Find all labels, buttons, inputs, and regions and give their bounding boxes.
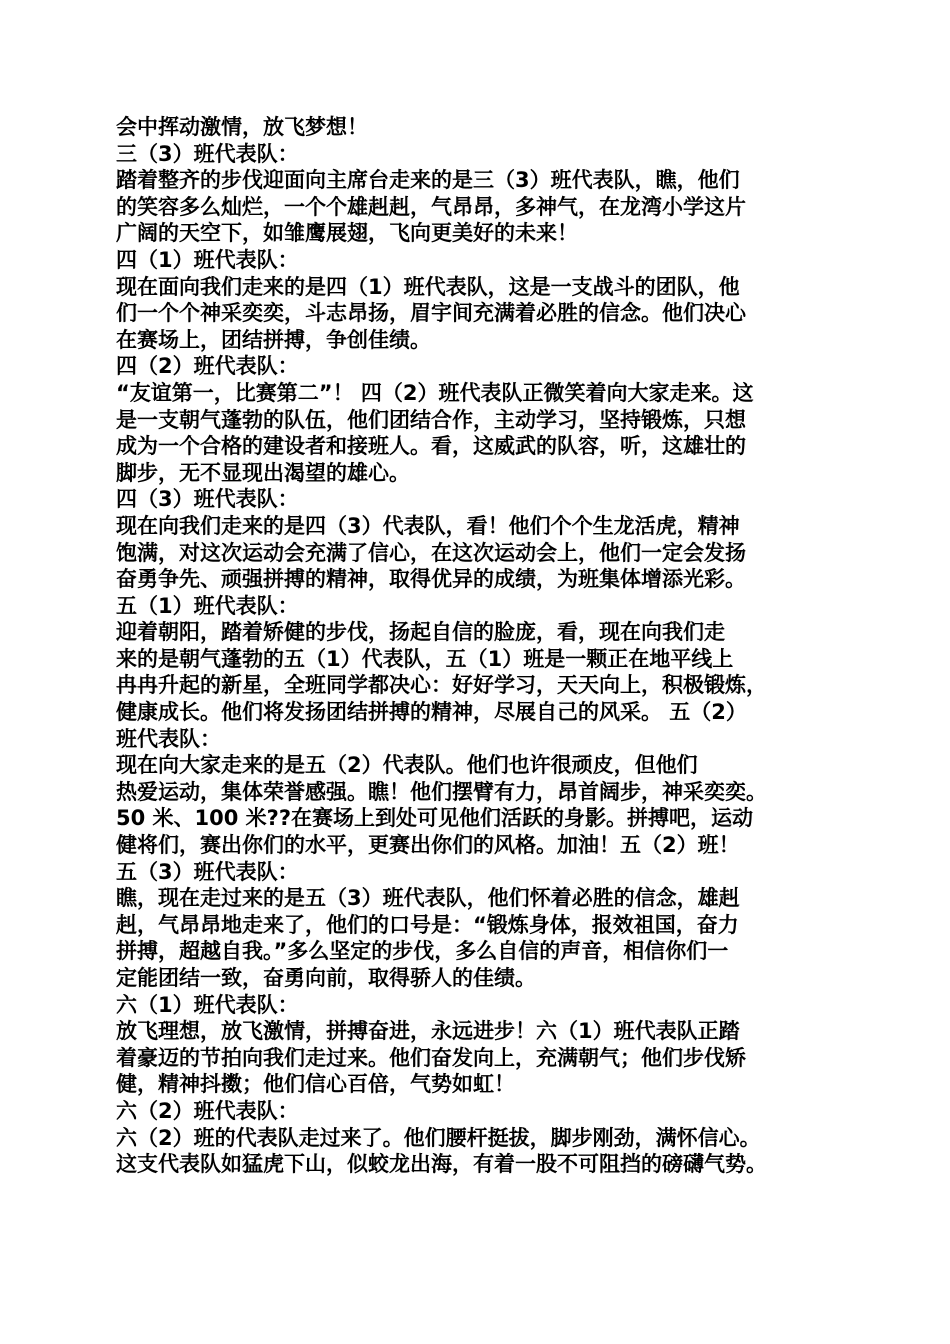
text-line: 现在向我们走来的是四（3）代表队，看！他们个个生龙活虎，精神 [116,513,740,538]
text-line: 定能团结一致，奋勇向前，取得骄人的佳绩。 [116,966,536,990]
text-line: 瞧，现在走过来的是五（3）班代表队，他们怀着必胜的信念，雄赳 [116,886,740,911]
text-line: 会中挥动激情，放飞梦想！ [116,115,368,139]
document-page [116,114,846,1178]
section-heading: 五（3）班代表队： [116,859,299,884]
text-line: 来的是朝气蓬勃的五（1）代表队，五（1）班是一颗正在地平线上 [116,646,734,671]
text-line: 是一支朝气蓬勃的队伍，他们团结合作，主动学习，坚持锻炼，只想 [116,407,746,432]
text-line: 在赛场上，团结拼搏，争创佳绩。 [116,327,431,352]
section-heading: 六（1）班代表队： [116,992,299,1017]
text-line: 健，精神抖擞；他们信心百倍，气势如虹！ [116,1072,515,1097]
text-line: 着豪迈的节拍向我们走过来。他们奋发向上，充满朝气；他们步伐矫 [116,1045,746,1070]
text-line: 饱满，对这次运动会充满了信心，在这次运动会上，他们一定会发扬 [116,540,746,565]
text-line: 拼搏，超越自我。”多么坚定的步伐，多么自信的声音，相信你们一 [116,939,729,964]
text-line: 热爱运动，集体荣誉感强。瞧！他们摆臂有力，昂首阔步，神采奕奕。 [116,779,767,804]
section-heading: 四（2）班代表队： [116,354,299,379]
text-line: 脚步，无不显现出渴望的雄心。 [116,460,410,485]
text-line: 奋勇争先、顽强拼搏的精神，取得优异的成绩，为班集体增添光彩。 [116,567,746,592]
text-line: 们一个个神采奕奕，斗志昂扬，眉宇间充满着必胜的信念。他们决心 [116,301,746,326]
text-line: 广阔的天空下，如雏鹰展翅，飞向更美好的未来！ [116,221,578,246]
section-heading: 六（2）班代表队： [116,1098,299,1123]
section-heading: 四（3）班代表队： [116,487,299,512]
text-line: 现在向大家走来的是五（2）代表队。他们也许很顽皮，但他们 [116,753,698,778]
text-line: 50 米、100 米??在赛场上到处可见他们活跃的身影。拼搏吧，运动 [116,806,754,831]
text-line: “友谊第一，比赛第二”！ 四（2）班代表队正微笑着向大家走来。这 [116,380,754,405]
text-line: 六（2）班的代表队走过来了。他们腰杆挺拔，脚步刚劲，满怀信心。 [116,1125,761,1150]
text-line: 现在面向我们走来的是四（1）班代表队，这是一支战斗的团队，他 [116,274,740,299]
text-line: 踏着整齐的步伐迎面向主席台走来的是三（3）班代表队，瞧，他们 [116,168,740,193]
text-line: 赳，气昂昂地走来了，他们的口号是：“锻炼身体，报效祖国，奋力 [116,912,739,937]
text-line: 的笑容多么灿烂，一个个雄赳赳，气昂昂，多神气，在龙湾小学这片 [116,194,746,219]
section-heading: 三（3）班代表队： [116,141,299,166]
text-line: 放飞理想，放飞激情，拼搏奋进，永远进步！六（1）班代表队正踏 [116,1019,740,1044]
text-line: 健将们，赛出你们的水平，更赛出你们的风格。加油！五（2）班！ [116,833,740,858]
text-line: 成为一个合格的建设者和接班人。看，这威武的队容，听，这雄壮的 [116,434,746,459]
section-heading: 五（1）班代表队： [116,593,299,618]
text-line: 这支代表队如猛虎下山，似蛟龙出海，有着一股不可阻挡的磅礴气势。 [116,1152,767,1177]
text-line: 迎着朝阳，踏着矫健的步伐，扬起自信的脸庞，看，现在向我们走 [116,620,725,645]
text-line: 冉冉升起的新星，全班同学都决心：好好学习，天天向上，积极锻炼， [116,673,767,698]
text-line: 健康成长。他们将发扬团结拼搏的精神，尽展自己的风采。 五（2） [116,700,747,725]
section-heading: 班代表队： [116,726,221,751]
section-heading: 四（1）班代表队： [116,247,299,272]
